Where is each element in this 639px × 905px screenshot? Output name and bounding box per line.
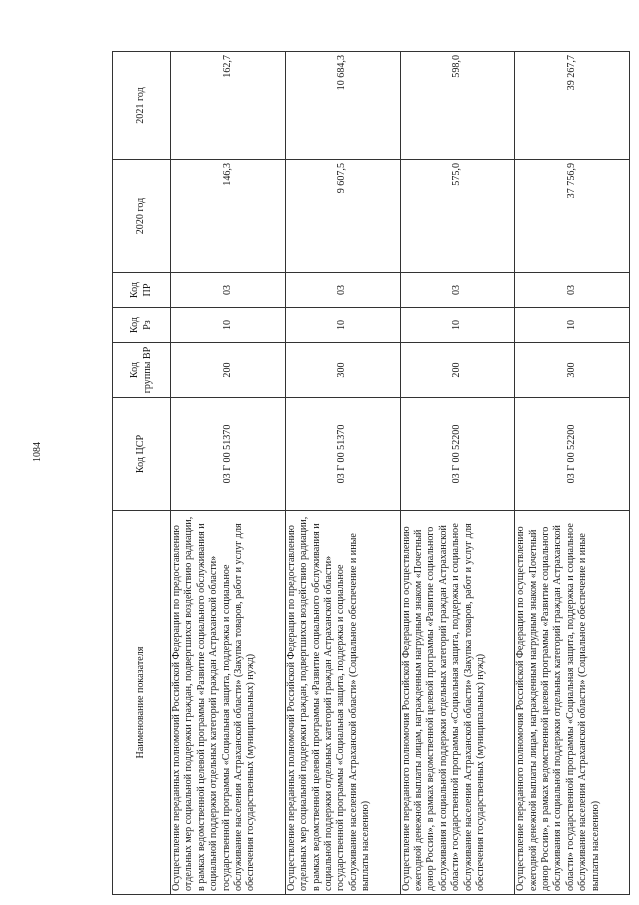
header-csr: Код ЦСР: [112, 397, 170, 510]
cell-vr: 300: [285, 342, 400, 397]
cell-name: Осуществление переданных полномочий Российской Федерации по предоставлению отдельных мер социальной поддержки граждан, подвергшихся воздействию радиации, в рамках ведомственной целевой программы «Развитие социального обслуживания и социальной поддержки отдельных категорий граждан Астраханской области» государственной программы «Социальная защита, поддержка и социальное обслуживание населения Астраханской области» (Социальное обеспечение и иные выплаты населению): [285, 510, 400, 894]
cell-rz: 10: [170, 307, 285, 342]
cell-rz: 10: [285, 307, 400, 342]
cell-2021: 598,0: [400, 51, 515, 159]
table-row: [400, 51, 515, 894]
budget-table: [112, 51, 630, 895]
table-row: [170, 51, 285, 894]
header-name: Наименование показателя: [112, 510, 170, 894]
header-rz: Код Рз: [112, 307, 170, 342]
cell-2020: 37 756,9: [514, 159, 629, 272]
budget-table-rotated: [112, 52, 629, 895]
cell-name: Осуществление переданного полномочия Российской Федерации по осуществлению ежегодной денежной выплаты лицам, награжденным нагрудным знаком «Почетный донор России», в рамках ведомственной целевой программы «Развитие социального обслуживания и социальной поддержки отдельных категорий граждан Астраханской области» государственной программы «Социальная защита, поддержка и социальное обслуживание населения Астраханской области» (Закупка товаров, работ и услуг для обеспечения государственных (муниципальных) нужд): [400, 510, 515, 894]
cell-name: Осуществление переданных полномочий Российской Федерации по предоставлению отдельных мер социальной поддержки граждан, подвергшихся воздействию радиации, в рамках ведомственной целевой программы «Развитие социального обслуживания и социальной поддержки отдельных категорий граждан Астраханской области» государственной программы «Социальная защита, поддержка и социальное обслуживание населения Астраханской области» (Закупка товаров, работ и услуг для обеспечения государственных (муниципальных) нужд): [170, 510, 285, 894]
cell-rz: 10: [400, 307, 515, 342]
cell-2020: 146,3: [170, 159, 285, 272]
cell-csr: 03 Г 00 51370: [285, 397, 400, 510]
cell-pr: 03: [285, 272, 400, 307]
cell-csr: 03 Г 00 52200: [514, 397, 629, 510]
cell-vr: 300: [514, 342, 629, 397]
cell-pr: 03: [170, 272, 285, 307]
cell-2020: 575,0: [400, 159, 515, 272]
cell-2021: 162,7: [170, 51, 285, 159]
cell-csr: 03 Г 00 51370: [170, 397, 285, 510]
table-row: [514, 51, 629, 894]
header-pr: Код ПР: [112, 272, 170, 307]
header-2020: 2020 год: [112, 159, 170, 272]
cell-csr: 03 Г 00 52200: [400, 397, 515, 510]
page-number: 1084: [32, 442, 43, 462]
cell-vr: 200: [400, 342, 515, 397]
cell-pr: 03: [514, 272, 629, 307]
table-row: [285, 51, 400, 894]
cell-name: Осуществление переданного полномочия Российской Федерации по осуществлению ежегодной денежной выплаты лицам, награжденным нагрудным знаком «Почетный донор России», в рамках ведомственной целевой программы «Развитие социального обслуживания и социальной поддержки отдельных категорий граждан Астраханской области» государственной программы «Социальная защита, поддержка и социальное обслуживание населения Астраханской области» (Социальное обеспечение и иные выплаты населению): [514, 510, 629, 894]
cell-2021: 39 267,7: [514, 51, 629, 159]
cell-2020: 9 607,5: [285, 159, 400, 272]
cell-pr: 03: [400, 272, 515, 307]
cell-rz: 10: [514, 307, 629, 342]
cell-2021: 10 684,3: [285, 51, 400, 159]
header-vr: Код группы ВР: [112, 342, 170, 397]
cell-vr: 200: [170, 342, 285, 397]
table-header-row: [112, 51, 170, 894]
header-2021: 2021 год: [112, 51, 170, 159]
